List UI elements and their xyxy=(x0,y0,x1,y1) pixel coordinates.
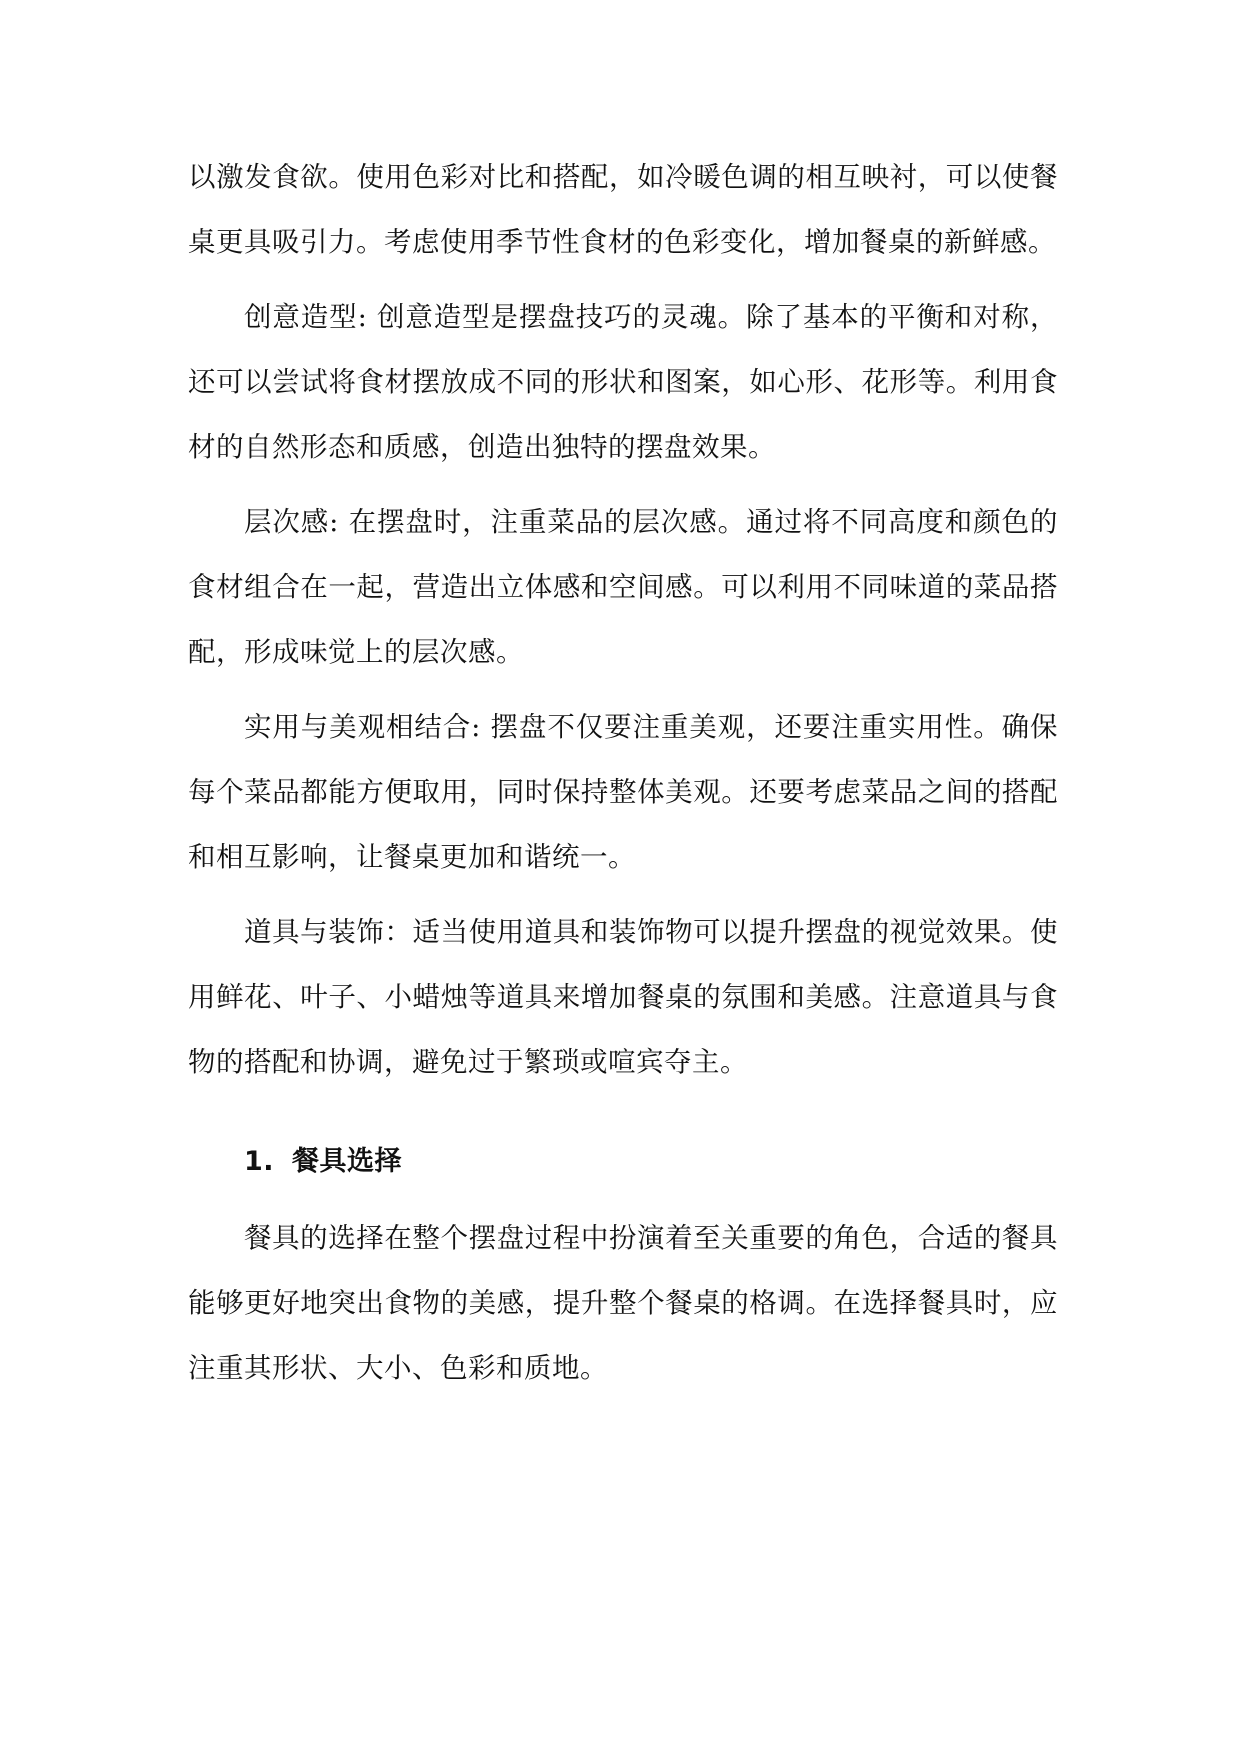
paragraph-props-decor: 道具与装饰：适当使用道具和装饰物可以提升摆盘的视觉效果。使用鲜花、叶子、小蜡烛等道具来增加餐桌的氛围和美感。注意道具与食物的搭配和协调，避免过于繁琐或喧宾夺主。 xyxy=(188,916,1058,1078)
page-content xyxy=(188,145,1058,1401)
section-number: 1. xyxy=(244,1146,275,1177)
paragraph-continued-color: 以激发食欲。使用色彩对比和搭配，如冷暖色调的相互映衬，可以使餐桌更具吸引力。考虑使用季节性食材的色彩变化，增加餐桌的新鲜感。 xyxy=(188,161,1058,258)
paragraph-tableware-choice: 餐具的选择在整个摆盘过程中扮演着至关重要的角色，合适的餐具能够更好地突出食物的美感，提升整个餐桌的格调。在选择餐具时，应注重其形状、大小、色彩和质地。 xyxy=(188,1222,1058,1384)
paragraph-layering: 层次感: 在摆盘时，注重菜品的层次感。通过将不同高度和颜色的食材组合在一起，营造出立体感和空间感。可以利用不同味道的菜品搭配，形成味觉上的层次感。 xyxy=(188,506,1058,668)
section-heading xyxy=(188,1129,1058,1194)
paragraph-practical-beauty: 实用与美观相结合: 摆盘不仅要注重美观，还要注重实用性。确保每个菜品都能方便取用，同时保持整体美观。还要考虑菜品之间的搭配和相互影响，让餐桌更加和谐统一。 xyxy=(188,711,1058,873)
section-title: 餐具选择 xyxy=(292,1146,403,1177)
paragraph-creative-shape: 创意造型: 创意造型是摆盘技巧的灵魂。除了基本的平衡和对称，还可以尝试将食材摆放成不同的形状和图案，如心形、花形等。利用食材的自然形态和质感，创造出独特的摆盘效果。 xyxy=(188,301,1058,463)
